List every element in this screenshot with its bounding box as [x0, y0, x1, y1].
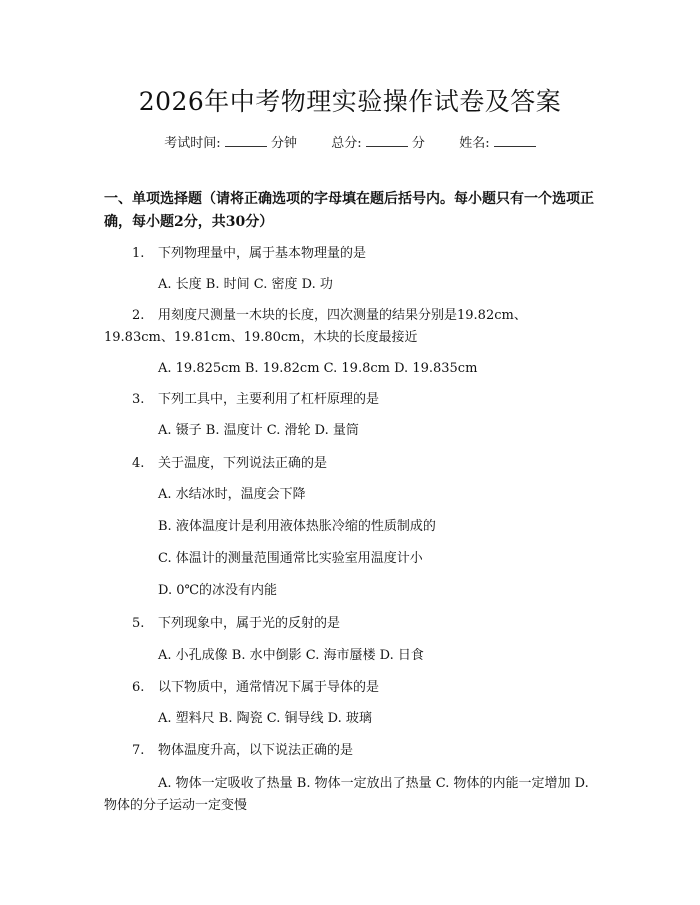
time-unit: 分钟: [270, 136, 297, 151]
question-number: 1.: [132, 246, 145, 261]
name-blank: [494, 135, 536, 147]
question-text: 下列物理量中，属于基本物理量的是: [158, 246, 367, 261]
question-4: [132, 453, 327, 475]
section-heading: 一、单项选择题（请将正确选项的字母填在题后括号内。每小题只有一个选项正确，每小题2分，共30分）: [104, 191, 594, 230]
question-text: 以下物质中，通常情况下属于导体的是: [158, 680, 380, 695]
question-2: [104, 305, 594, 349]
score-label: 总分:: [331, 136, 362, 151]
question-number: 5.: [132, 616, 145, 631]
question-7-options: A. 物体一定吸收了热量 B. 物体一定放出了热量 C. 物体的内能一定增加 D. 物体的分子运动一定变慢: [104, 776, 589, 813]
question-7: [132, 740, 353, 762]
question-number: 2.: [132, 308, 145, 323]
question-number: 3.: [132, 392, 145, 407]
question-2-options: A. 19.825cm B. 19.82cm C. 19.8cm D. 19.835cm: [158, 361, 478, 376]
question-number: 6.: [132, 680, 145, 695]
question-4-option-a: A. 水结冰时，温度会下降: [158, 487, 306, 502]
exam-meta: [0, 132, 700, 151]
question-1: [132, 243, 366, 265]
question-text: 关于温度，下列说法正确的是: [158, 456, 328, 471]
question-4-option-b: B. 液体温度计是利用液体热胀冷缩的性质制成的: [158, 519, 436, 534]
question-6-options: A. 塑料尺 B. 陶瓷 C. 铜导线 D. 玻璃: [158, 711, 372, 726]
page-title: 2026年中考物理实验操作试卷及答案: [138, 87, 562, 116]
score-blank: [366, 135, 408, 147]
question-4-option-d: D. 0℃的冰没有内能: [158, 583, 278, 598]
question-3: [132, 389, 379, 411]
question-text: 下列工具中，主要利用了杠杆原理的是: [158, 392, 380, 407]
question-number: 7.: [132, 743, 145, 758]
time-label: 考试时间:: [164, 136, 221, 151]
question-1-options: A. 长度 B. 时间 C. 密度 D. 功: [158, 277, 333, 292]
question-3-options: A. 镊子 B. 温度计 C. 滑轮 D. 量筒: [158, 423, 359, 438]
name-label: 姓名:: [459, 136, 490, 151]
time-blank: [225, 135, 267, 147]
score-unit: 分: [411, 136, 425, 151]
question-5: [132, 613, 340, 635]
question-number: 4.: [132, 456, 145, 471]
question-text: 物体温度升高，以下说法正确的是: [158, 743, 354, 758]
question-text: 下列现象中，属于光的反射的是: [158, 616, 341, 631]
question-6: [132, 677, 379, 699]
question-4-option-c: C. 体温计的测量范围通常比实验室用温度计小: [158, 551, 423, 566]
question-text: 用刻度尺测量一木块的长度，四次测量的结果分别是19.82cm、19.83cm、19.81cm、19.80cm，木块的长度最接近: [104, 308, 527, 345]
question-5-options: A. 小孔成像 B. 水中倒影 C. 海市蜃楼 D. 日食: [158, 648, 424, 663]
